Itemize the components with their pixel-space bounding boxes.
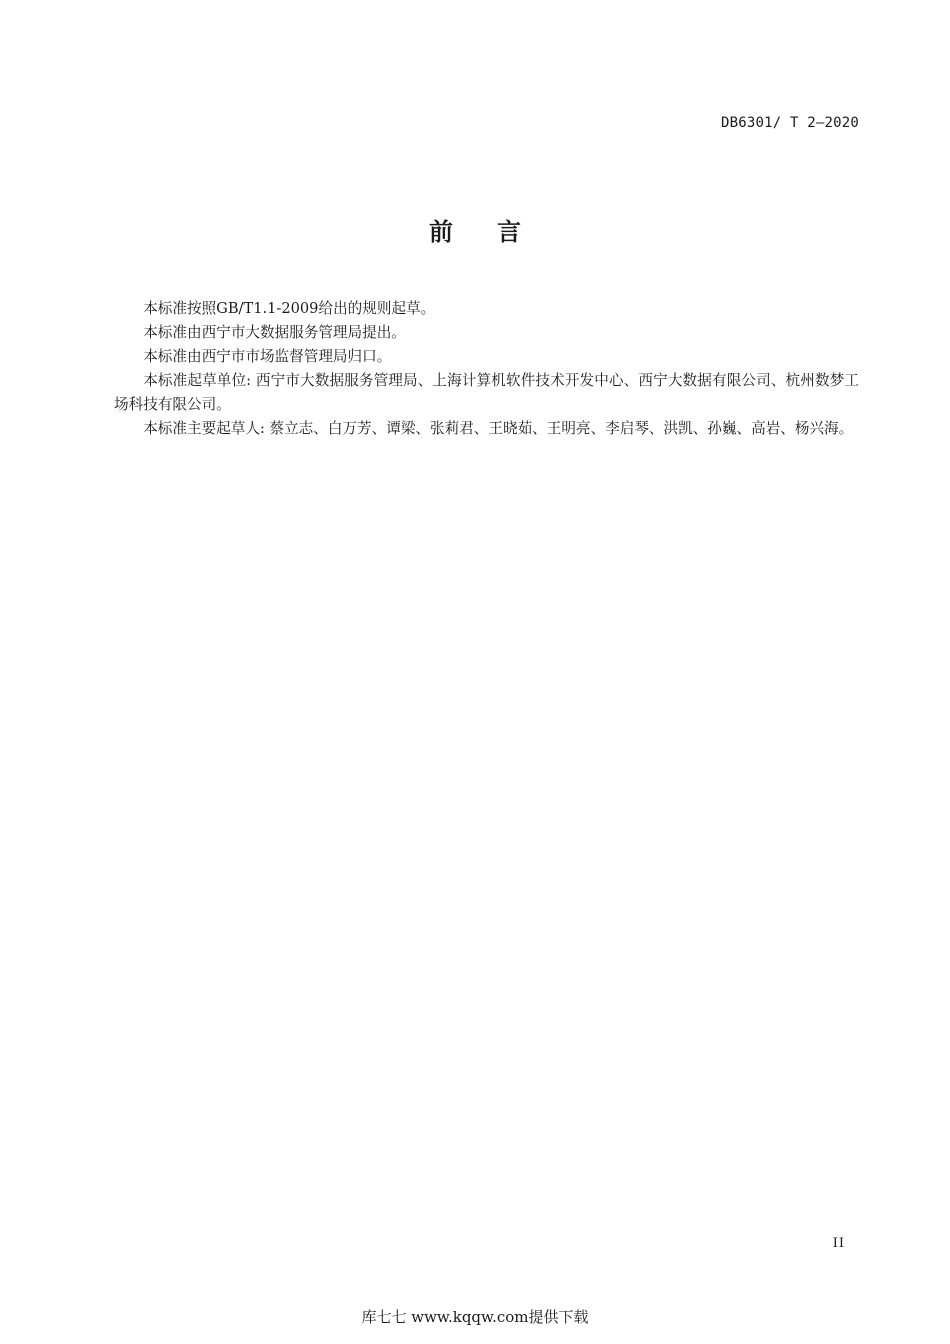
document-body [114, 297, 859, 441]
paragraph-administrator: 本标准由西宁市市场监督管理局归口。 [143, 348, 392, 365]
page-title: 前言 [429, 218, 565, 246]
paragraph-drafting-rules: 本标准按照GB/T1.1-2009给出的规则起草。 [143, 300, 436, 317]
page-number: II [832, 1236, 845, 1251]
footer-watermark: 库七七 www.kqqw.com提供下载 [361, 1308, 589, 1326]
paragraph-proposer: 本标准由西宁市大数据服务管理局提出。 [143, 324, 406, 341]
paragraph-drafters: 本标准主要起草人: 蔡立志、白万芳、谭梁、张莉君、王晓茹、王明亮、李启琴、洪凯、孙巍、高岩、杨兴海。 [143, 420, 854, 437]
paragraph-drafting-units: 本标准起草单位: 西宁市大数据服务管理局、上海计算机软件技术开发中心、西宁大数据有限公司、杭州数梦工场科技有限公司。 [114, 372, 859, 413]
document-code: DB6301/ T 2—2020 [720, 115, 859, 131]
